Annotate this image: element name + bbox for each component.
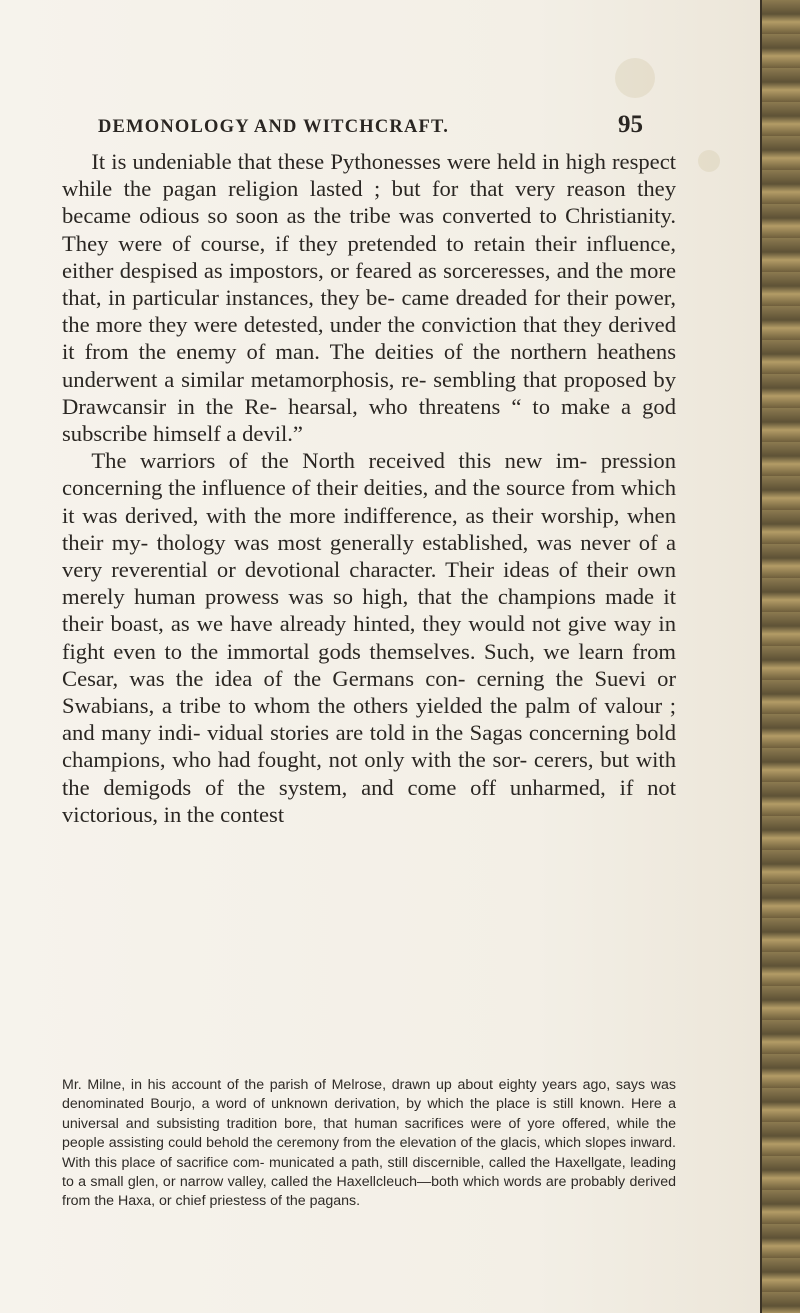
paragraph: The warriors of the North received this new im- pression concerning the influence of their deities, and the source from which it was derived, with the more indifference, as their worship, when their my- thology was most generally established, was never of a very reverential or devotional character. Their ideas of their own merely human prowess was so high, that the champions made it their boast, as we have already hinted, they would not give way in fight even to the immortal gods themselves. Such, we learn from Cesar, was the idea of the Germans con- cerning the Suevi or Swabians, a tribe to whom the others yielded the palm of valour ; and many indi- vidual stories are told in the Sagas concerning bold champions, who had fought, not only with the sor- cerers, but with the demigods of the system, and come off unharmed, if not victorious, in the contest [62, 448, 676, 827]
page-number: 95 [618, 111, 643, 138]
book-spine-edge [760, 0, 800, 1313]
main-text [62, 148, 676, 828]
paragraph: It is undeniable that these Pythonesses were held in high respect while the pagan religion lasted ; but for that very reason they became odious so soon as the tribe was converted to Christianity. They were of course, if they pretended to retain their influence, either despised as impostors, or feared as sorceresses, and the more that, in particular instances, they be- came dreaded for their power, the more they were detested, under the conviction that they derived it from the enemy of man. The deities of the northern heathens underwent a similar metamorphosis, re- sembling that proposed by Drawcansir in the Re- hearsal, who threatens “ to make a god subscribe himself a devil.” [62, 149, 676, 447]
paper-stain [615, 58, 655, 98]
paper-stain [698, 150, 720, 172]
footnote: Mr. Milne, in his account of the parish of Melrose, drawn up about eighty years ago, says was denominated Bourjo, a word of unknown derivation, by which the place is still known. Here a universal and subsisting tradition bore, that human sacrifices were of yore offered, while the people assisting could behold the ceremony from the elevation of the glacis, which slopes inward. With this place of sacrifice com- municated a path, still discernible, called the Haxellgate, leading to a small glen, or narrow valley, called the Haxellcleuch—both which words are probably derived from the Haxa, or chief priestess of the pagans. [62, 1077, 676, 1210]
running-title: DEMONOLOGY AND WITCHCRAFT. [98, 117, 450, 137]
